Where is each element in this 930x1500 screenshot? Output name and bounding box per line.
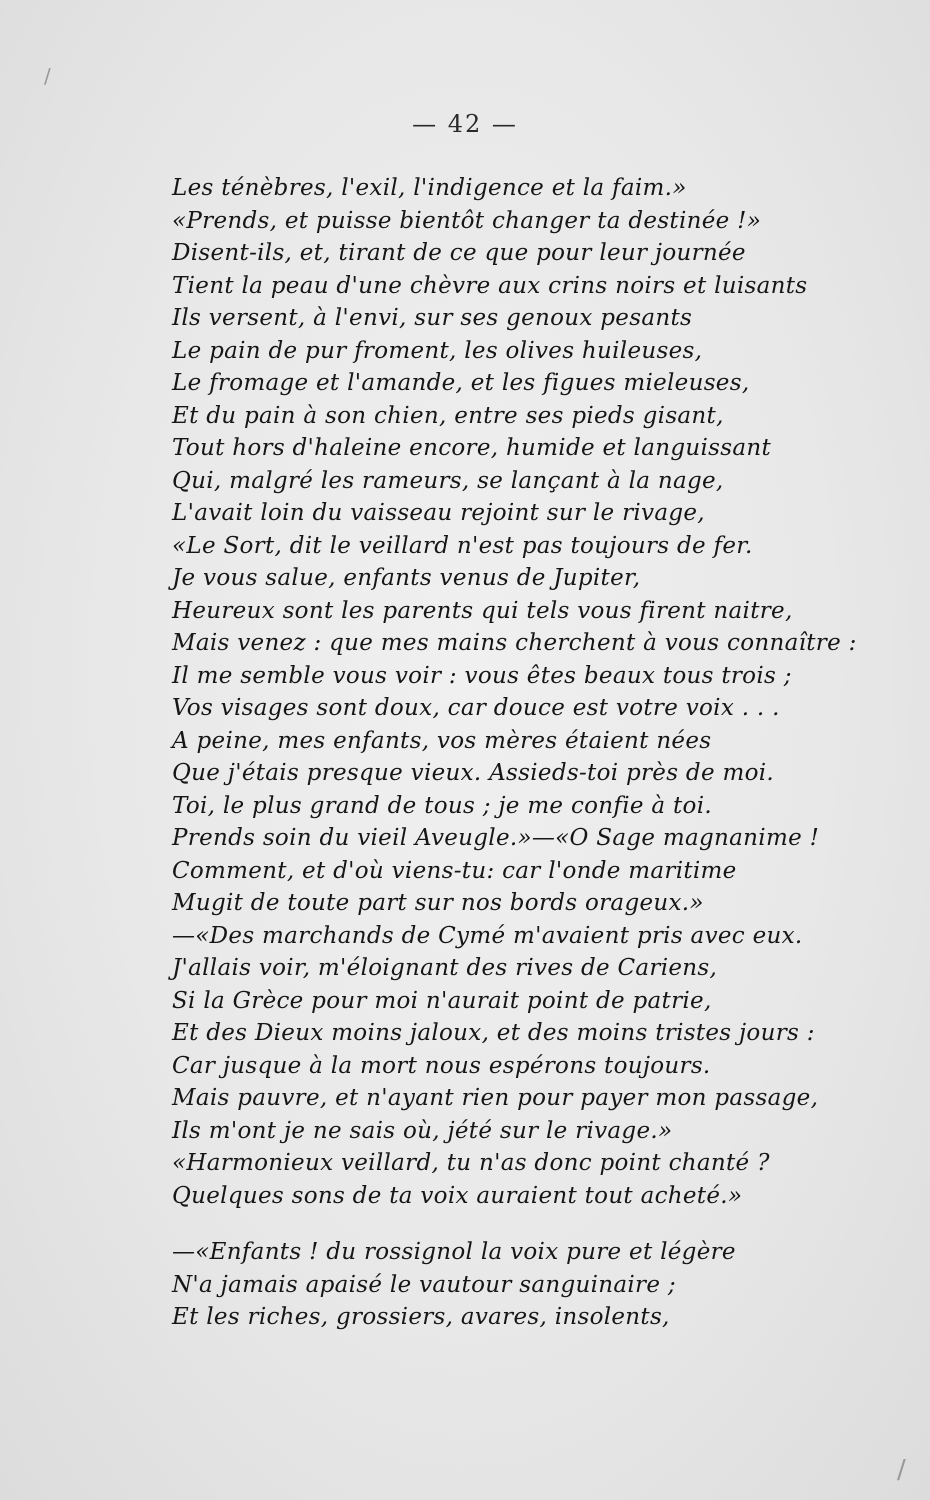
verse-line: Qui, malgré les rameurs, se lançant à la nage, xyxy=(172,467,724,494)
verse-line: Mais venez : que mes mains cherchent à vous connaître : xyxy=(172,630,857,656)
verse-line: «Prends, et puisse bientôt changer ta destinée !» xyxy=(172,207,762,234)
verse-line: Toi, le plus grand de tous ; je me confie à toi. xyxy=(172,792,712,819)
verse-line: Mugit de toute part sur nos bords orageux.» xyxy=(172,890,704,916)
verse-line: Car jusque à la mort nous espérons toujours. xyxy=(172,1052,711,1079)
poem-stanza xyxy=(172,172,872,1212)
page-number: — 42 — xyxy=(412,110,518,138)
verse-line: Ils m'ont je ne sais où, jété sur le rivage.» xyxy=(172,1117,673,1144)
verse-line: L'avait loin du vaisseau rejoint sur le rivage, xyxy=(172,500,705,526)
verse-line: Quelques sons de ta voix auraient tout acheté.» xyxy=(172,1182,743,1209)
verse-line: Que j'étais presque vieux. Assieds-toi près de moi. xyxy=(172,760,774,786)
verse-line: Prends soin du vieil Aveugle.»—«O Sage magnanime ! xyxy=(172,825,820,851)
verse-line: Il me semble vous voir : vous êtes beaux tous trois ; xyxy=(172,662,792,689)
verse-line: Les ténèbres, l'exil, l'indigence et la faim.» xyxy=(172,175,687,201)
verse-line: Vos visages sont doux, car douce est votre voix . . . xyxy=(172,695,780,721)
verse-line: Si la Grèce pour moi n'aurait point de patrie, xyxy=(172,987,712,1014)
verse-line: —«Des marchands de Cymé m'avaient pris avec eux. xyxy=(172,922,803,949)
verse-line: Heureux sont les parents qui tels vous firent naitre, xyxy=(172,597,793,624)
verse-line: «Le Sort, dit le veillard n'est pas toujours de fer. xyxy=(172,532,753,559)
verse-line: Disent-ils, et, tirant de ce que pour leur journée xyxy=(172,240,746,266)
verse-line: Comment, et d'où viens-tu: car l'onde maritime xyxy=(172,857,737,884)
verse-line: Mais pauvre, et n'ayant rien pour payer mon passage, xyxy=(172,1085,819,1111)
margin-pencil-mark: / xyxy=(897,1455,906,1485)
verse-line: Ils versent, à l'envi, sur ses genoux pesants xyxy=(172,305,693,331)
verse-line: J'allais voir, m'éloignant des rives de Cariens, xyxy=(172,955,718,981)
margin-pencil-mark: / xyxy=(44,64,51,88)
verse-line: Le pain de pur froment, les olives huileuses, xyxy=(172,337,703,364)
poem-stanza xyxy=(172,1236,872,1334)
verse-line: Et du pain à son chien, entre ses pieds gisant, xyxy=(172,402,724,429)
verse-line: Le fromage et l'amande, et les figues mieleuses, xyxy=(172,370,750,396)
verse-line: Et des Dieux moins jaloux, et des moins tristes jours : xyxy=(172,1020,815,1046)
verse-line: Tout hors d'haleine encore, humide et languissant xyxy=(172,435,771,461)
verse-line: A peine, mes enfants, vos mères étaient nées xyxy=(172,727,712,754)
verse-line: Je vous salue, enfants venus de Jupiter, xyxy=(172,565,641,591)
verse-line: Et les riches, grossiers, avares, insolents, xyxy=(172,1304,670,1330)
verse-line: N'a jamais apaisé le vautour sanguinaire ; xyxy=(172,1271,676,1298)
verse-line: «Harmonieux veillard, tu n'as donc point chanté ? xyxy=(172,1150,770,1176)
verse-line: Tient la peau d'une chèvre aux crins noirs et luisants xyxy=(172,272,808,299)
verse-line: —«Enfants ! du rossignol la voix pure et légère xyxy=(172,1239,736,1265)
